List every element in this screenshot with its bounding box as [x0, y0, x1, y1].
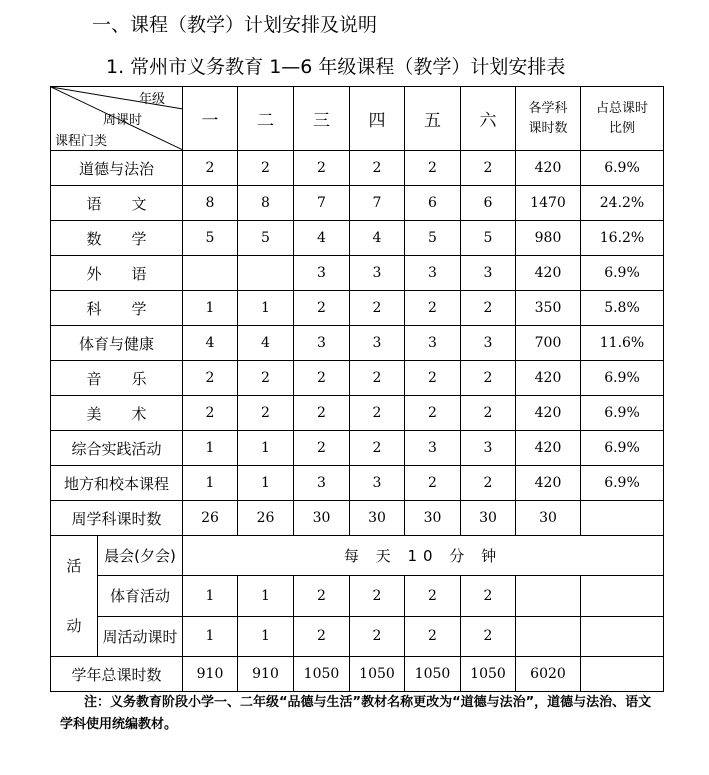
- pe-activity-cell: 2: [405, 576, 461, 616]
- weekly-hours-cell: 4: [238, 326, 294, 361]
- weekly-total-cell: 26: [183, 501, 238, 536]
- subject-total-cell: 1470: [516, 186, 581, 221]
- annual-total-cell: 910: [183, 657, 238, 692]
- subject-total-cell: 980: [516, 221, 581, 256]
- weekly-hours-cell: 1: [183, 291, 238, 326]
- weekly-hours-cell: 8: [238, 186, 294, 221]
- weekly-total-cell: 30: [461, 501, 516, 536]
- weekly-hours-cell: 2: [183, 396, 238, 431]
- weekly-hours-cell: 3: [461, 326, 516, 361]
- weekly-hours-cell: 2: [183, 151, 238, 186]
- weekly-hours-cell: 2: [294, 431, 350, 466]
- subject-ratio-cell: 16.2%: [581, 221, 664, 256]
- weekly-hours-cell: 2: [294, 361, 350, 396]
- weekly-hours-cell: 3: [461, 256, 516, 291]
- annual-total-cell: 1050: [294, 657, 350, 692]
- weekly-hours-cell: 2: [461, 361, 516, 396]
- weekly-total-cell: 30: [294, 501, 350, 536]
- section-title: 一、课程（教学）计划安排及说明: [92, 14, 378, 36]
- weekly-activity-cell: 2: [350, 616, 405, 656]
- weekly-hours-cell: [238, 256, 294, 291]
- subject-name: 道德与法治: [51, 151, 183, 186]
- weekly-total-row: [51, 501, 664, 536]
- empty-cell: [581, 616, 664, 656]
- weekly-hours-cell: 5: [183, 221, 238, 256]
- subject-total-cell: 420: [516, 396, 581, 431]
- diag-label-hours: 周课时: [103, 113, 143, 128]
- activity-label-top: 活: [66, 557, 82, 575]
- weekly-hours-cell: 2: [350, 396, 405, 431]
- diagonal-header-cell: [51, 87, 183, 151]
- weekly-total-cell: 30: [350, 501, 405, 536]
- weekly-hours-cell: 3: [350, 256, 405, 291]
- subject-total-cell: 420: [516, 466, 581, 501]
- annual-total-cell: 1050: [461, 657, 516, 692]
- weekly-hours-cell: 2: [183, 361, 238, 396]
- weekly-hours-cell: 8: [183, 186, 238, 221]
- subject-ratio-cell: 5.8%: [581, 291, 664, 326]
- weekly-activity-cell: 1: [183, 616, 238, 656]
- weekly-hours-cell: 2: [294, 291, 350, 326]
- weekly-hours-cell: 3: [294, 466, 350, 501]
- weekly-hours-cell: 1: [183, 431, 238, 466]
- subject-name: 科 学: [51, 291, 183, 326]
- activity-weekly-row: [51, 616, 664, 656]
- table-row: [51, 256, 664, 291]
- table-row: [51, 396, 664, 431]
- weekly-hours-cell: 3: [350, 466, 405, 501]
- subject-total-cell: 700: [516, 326, 581, 361]
- subject-name: 综合实践活动: [51, 431, 183, 466]
- annual-total-row: [51, 657, 664, 692]
- activity-label-bottom: 动: [66, 617, 82, 635]
- weekly-hours-cell: 3: [405, 256, 461, 291]
- subject-name: 数 学: [51, 221, 183, 256]
- weekly-hours-cell: 2: [238, 361, 294, 396]
- grade-header: 五: [405, 87, 461, 151]
- weekly-hours-cell: 6: [405, 186, 461, 221]
- weekly-hours-cell: 3: [294, 326, 350, 361]
- weekly-hours-cell: 3: [294, 256, 350, 291]
- weekly-hours-cell: 2: [405, 396, 461, 431]
- total-hours-header-text: 各学科课时数: [528, 100, 568, 136]
- weekly-hours-cell: 2: [461, 291, 516, 326]
- empty-cell: [581, 501, 664, 536]
- activity-morning-row: [51, 536, 664, 576]
- morning-meeting-text: 每 天 10 分 钟: [183, 536, 664, 576]
- subject-ratio-cell: 11.6%: [581, 326, 664, 361]
- pe-activity-cell: 1: [183, 576, 238, 616]
- morning-meeting-label: 晨会(夕会): [98, 536, 183, 576]
- weekly-hours-cell: 1: [238, 466, 294, 501]
- subject-ratio-cell: 6.9%: [581, 256, 664, 291]
- weekly-hours-cell: 2: [238, 396, 294, 431]
- weekly-total-cell: 30: [405, 501, 461, 536]
- ratio-header: [581, 87, 664, 151]
- footnote: 注：义务教育阶段小学一、二年级“品德与生活”教材名称更改为“道德与法治”，道德与法治、语文学科使用统编教材。: [60, 695, 652, 732]
- subject-total-cell: 420: [516, 256, 581, 291]
- weekly-hours-cell: 3: [405, 326, 461, 361]
- weekly-hours-cell: 5: [238, 221, 294, 256]
- table-row: [51, 291, 664, 326]
- annual-total-cell: 1050: [405, 657, 461, 692]
- weekly-total-cell: 26: [238, 501, 294, 536]
- subject-name: 外 语: [51, 256, 183, 291]
- subject-name: 体育与健康: [51, 326, 183, 361]
- grade-header: 六: [461, 87, 516, 151]
- pe-activity-cell: 2: [350, 576, 405, 616]
- weekly-hours-cell: 3: [461, 431, 516, 466]
- annual-total-cell: 910: [238, 657, 294, 692]
- table-row: [51, 326, 664, 361]
- weekly-activity-cell: 2: [294, 616, 350, 656]
- weekly-hours-cell: 2: [461, 466, 516, 501]
- weekly-hours-cell: 2: [461, 396, 516, 431]
- pe-activity-label: 体育活动: [98, 576, 183, 616]
- grade-header: 三: [294, 87, 350, 151]
- subject-total-cell: 420: [516, 151, 581, 186]
- weekly-activity-cell: 2: [405, 616, 461, 656]
- subject-total-cell: 350: [516, 291, 581, 326]
- weekly-hours-cell: 2: [238, 151, 294, 186]
- subject-ratio-cell: 24.2%: [581, 186, 664, 221]
- header-row: [51, 87, 664, 151]
- weekly-hours-cell: 2: [405, 361, 461, 396]
- weekly-hours-cell: 1: [238, 431, 294, 466]
- table-row: [51, 431, 664, 466]
- curriculum-table: [50, 86, 664, 692]
- grade-header: 二: [238, 87, 294, 151]
- weekly-hours-cell: 2: [405, 291, 461, 326]
- weekly-hours-cell: 4: [294, 221, 350, 256]
- annual-total-label: 学年总课时数: [51, 657, 183, 692]
- weekly-hours-cell: 2: [350, 431, 405, 466]
- subject-name: 语 文: [51, 186, 183, 221]
- weekly-hours-cell: 2: [350, 361, 405, 396]
- activity-label: [51, 536, 98, 657]
- pe-activity-cell: 2: [461, 576, 516, 616]
- weekly-hours-cell: 2: [405, 151, 461, 186]
- table-row: [51, 466, 664, 501]
- grade-header: 一: [183, 87, 238, 151]
- empty-cell: [516, 576, 581, 616]
- weekly-hours-cell: 2: [294, 151, 350, 186]
- subject-ratio-cell: 6.9%: [581, 431, 664, 466]
- weekly-hours-cell: 2: [405, 466, 461, 501]
- subject-total-cell: 420: [516, 431, 581, 466]
- annual-total-cell: 1050: [350, 657, 405, 692]
- weekly-hours-cell: 3: [405, 431, 461, 466]
- weekly-activity-cell: 2: [461, 616, 516, 656]
- weekly-activity-label: 周活动课时: [98, 616, 183, 656]
- weekly-hours-cell: 4: [183, 326, 238, 361]
- table-row: [51, 361, 664, 396]
- weekly-hours-cell: 2: [350, 291, 405, 326]
- weekly-hours-cell: 3: [350, 326, 405, 361]
- table-row: [51, 221, 664, 256]
- weekly-hours-cell: [183, 256, 238, 291]
- pe-activity-cell: 2: [294, 576, 350, 616]
- subject-total-cell: 420: [516, 361, 581, 396]
- weekly-hours-cell: 7: [294, 186, 350, 221]
- subject-ratio-cell: 6.9%: [581, 361, 664, 396]
- empty-cell: [516, 616, 581, 656]
- annual-total-sum: 6020: [516, 657, 581, 692]
- weekly-hours-cell: 5: [405, 221, 461, 256]
- weekly-hours-cell: 5: [461, 221, 516, 256]
- weekly-hours-cell: 1: [183, 466, 238, 501]
- grade-header: 四: [350, 87, 405, 151]
- subject-ratio-cell: 6.9%: [581, 466, 664, 501]
- weekly-hours-cell: 4: [350, 221, 405, 256]
- weekly-total-sum: 30: [516, 501, 581, 536]
- pe-activity-cell: 1: [238, 576, 294, 616]
- activity-pe-row: [51, 576, 664, 616]
- weekly-hours-cell: 1: [238, 291, 294, 326]
- diag-label-category: 课程门类: [55, 134, 108, 149]
- subject-name: 地方和校本课程: [51, 466, 183, 501]
- subject-name: 美 术: [51, 396, 183, 431]
- table-row: [51, 151, 664, 186]
- diag-label-grade: 年级: [139, 92, 166, 107]
- subject-name: 音 乐: [51, 361, 183, 396]
- empty-cell: [581, 576, 664, 616]
- weekly-hours-cell: 6: [461, 186, 516, 221]
- weekly-hours-cell: 2: [294, 396, 350, 431]
- weekly-hours-cell: 7: [350, 186, 405, 221]
- weekly-activity-cell: 1: [238, 616, 294, 656]
- empty-cell: [581, 657, 664, 692]
- table-row: [51, 186, 664, 221]
- total-hours-header: [516, 87, 581, 151]
- weekly-hours-cell: 2: [461, 151, 516, 186]
- ratio-header-text: 占总课时比例: [595, 100, 648, 136]
- subject-ratio-cell: 6.9%: [581, 151, 664, 186]
- subject-ratio-cell: 6.9%: [581, 396, 664, 431]
- table-title: 1. 常州市义务教育 1—6 年级课程（教学）计划安排表: [106, 56, 566, 78]
- weekly-total-label: 周学科课时数: [51, 501, 183, 536]
- weekly-hours-cell: 2: [350, 151, 405, 186]
